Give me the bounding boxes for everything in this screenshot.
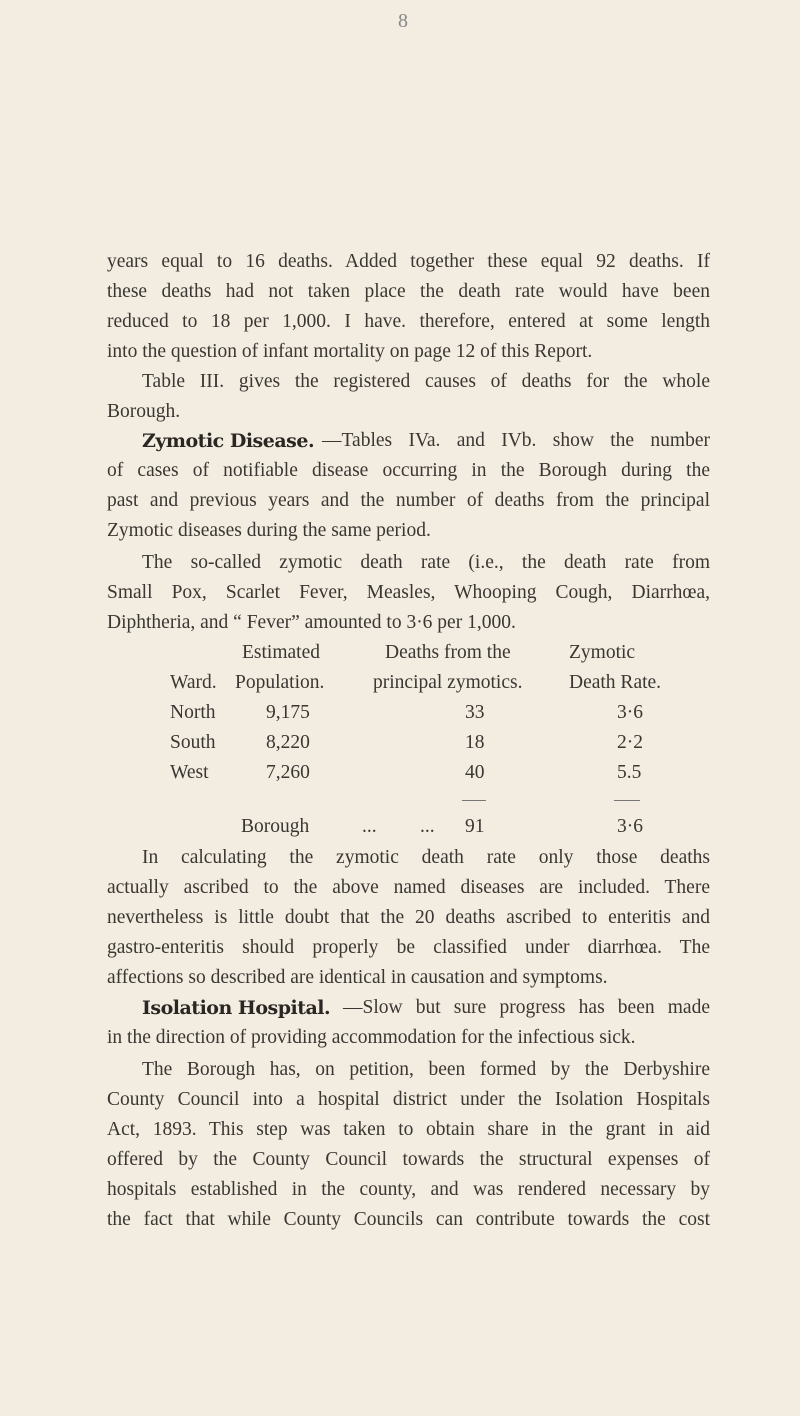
text-line: Zymotic diseases during the same period.	[107, 520, 431, 541]
rate-cell: 5.5	[617, 762, 642, 783]
deaths-cell: 18	[465, 732, 485, 753]
text-line: years equal to 16 deaths. Added together these equal 92 deaths. If	[107, 251, 710, 272]
text-line: in the direction of providing accommodation for the infectious sick.	[107, 1027, 636, 1048]
total-rate: 3·6	[617, 816, 643, 837]
text-line: past and previous years and the number of deaths from the principal	[107, 490, 710, 511]
column-header: Population.	[235, 672, 325, 693]
column-header: Death Rate.	[569, 672, 662, 693]
total-label: Borough	[241, 816, 310, 837]
text-line: gastro-enteritis should properly be classified under diarrhœa. The	[107, 937, 710, 958]
total-deaths: 91	[465, 816, 485, 837]
ward-cell: North	[170, 702, 216, 723]
column-header: Ward.	[170, 672, 217, 693]
text-line: into the question of infant mortality on page 12 of this Report.	[107, 341, 593, 362]
text-line: Small Pox, Scarlet Fever, Measles, Whooping Cough, Diarrhœa,	[107, 582, 710, 603]
population-cell: 9,175	[266, 702, 310, 723]
deaths-cell: 40	[465, 762, 485, 783]
text-line: Diphtheria, and “ Fever” amounted to 3·6 per 1,000.	[107, 612, 516, 633]
population-cell: 7,260	[266, 762, 310, 783]
text-line: —Slow but sure progress has been made	[343, 997, 710, 1018]
column-header: principal zymotics.	[373, 672, 523, 693]
text-line: actually ascribed to the above named diseases are included. There	[107, 877, 710, 898]
text-line: affections so described are identical in causation and symptoms.	[107, 967, 608, 988]
text-line: of cases of notifiable disease occurring in the Borough during the	[107, 460, 710, 481]
deaths-cell: 33	[465, 702, 485, 723]
text-line: offered by the County Council towards the structural expenses of	[107, 1149, 710, 1170]
ward-cell: West	[170, 762, 209, 783]
text-line: hospitals established in the county, and was rendered necessary by	[107, 1179, 710, 1200]
text-line: nevertheless is little doubt that the 20 deaths ascribed to enteritis and	[107, 907, 710, 928]
leader-dots: ...	[420, 816, 435, 837]
section-heading-isolation: Isolation Hospital.	[142, 997, 331, 1019]
text-line: Borough.	[107, 401, 181, 422]
text-line: The Borough has, on petition, been formed by the Derbyshire	[142, 1059, 710, 1080]
ward-cell: South	[170, 732, 216, 753]
population-cell: 8,220	[266, 732, 310, 753]
text-line: The so-called zymotic death rate (i.e., the death rate from	[142, 552, 710, 573]
text-line: In calculating the zymotic death rate only those deaths	[142, 847, 710, 868]
text-line: Table III. gives the registered causes of deaths for the whole	[142, 371, 710, 392]
text-line: Act, 1893. This step was taken to obtain share in the grant in aid	[107, 1119, 710, 1140]
text-line: —Tables IVa. and IVb. show the number	[322, 430, 710, 451]
page-number: 8	[398, 10, 408, 32]
column-header: Zymotic	[569, 642, 636, 663]
sum-rule	[462, 800, 486, 801]
column-header: Estimated	[242, 642, 320, 663]
text-line: County Council into a hospital district under the Isolation Hospitals	[107, 1089, 710, 1110]
leader-dots: ...	[362, 816, 377, 837]
column-header: Deaths from the	[385, 642, 511, 663]
text-line: the fact that while County Councils can contribute towards the cost	[107, 1209, 710, 1230]
section-heading-zymotic: Zymotic Disease.	[142, 430, 315, 452]
sum-rule	[614, 800, 640, 801]
text-line: these deaths had not taken place the death rate would have been	[107, 281, 710, 302]
rate-cell: 3·6	[617, 702, 643, 723]
rate-cell: 2·2	[617, 732, 643, 753]
text-line: reduced to 18 per 1,000. I have. therefore, entered at some length	[107, 311, 710, 332]
